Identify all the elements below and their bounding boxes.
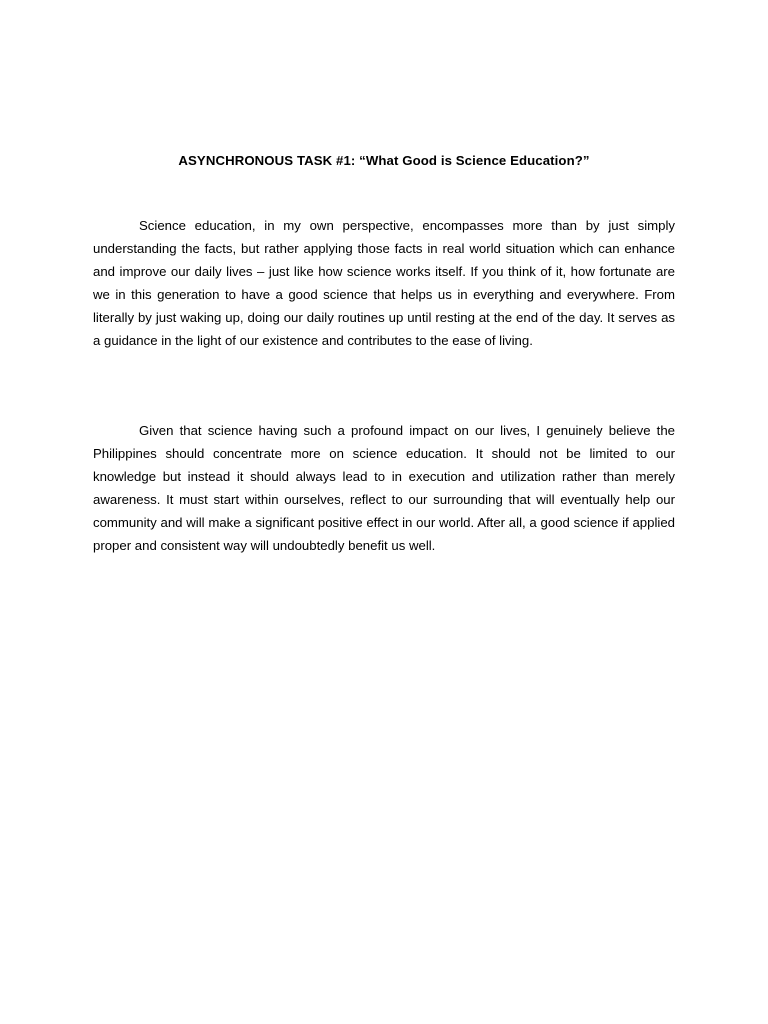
document-title: ASYNCHRONOUS TASK #1: “What Good is Science Education?”: [178, 153, 590, 168]
body-paragraph-2: Given that science having such a profound impact on our lives, I genuinely believe the Philippines should concentrate more on science education. It should not be limited to our knowledge but instead it should always lead to in execution and utilization rather than merely awareness. It must start within ourselves, reflect to our surrounding that will eventually help our community and will make a significant positive effect in our world. After all, a good science if applied proper and consistent way will undoubtedly benefit us well.: [93, 423, 675, 553]
body-paragraph-1: Science education, in my own perspective, encompasses more than by just simply understanding the facts, but rather applying those facts in real world situation which can enhance and improve our daily lives – just like how science works itself. If you think of it, how fortunate are we in this generation to have a good science that helps us in everything and everywhere. From literally by just waking up, doing our daily routines up until resting at the end of the day. It serves as a guidance in the light of our existence and contributes to the ease of living.: [93, 218, 675, 348]
